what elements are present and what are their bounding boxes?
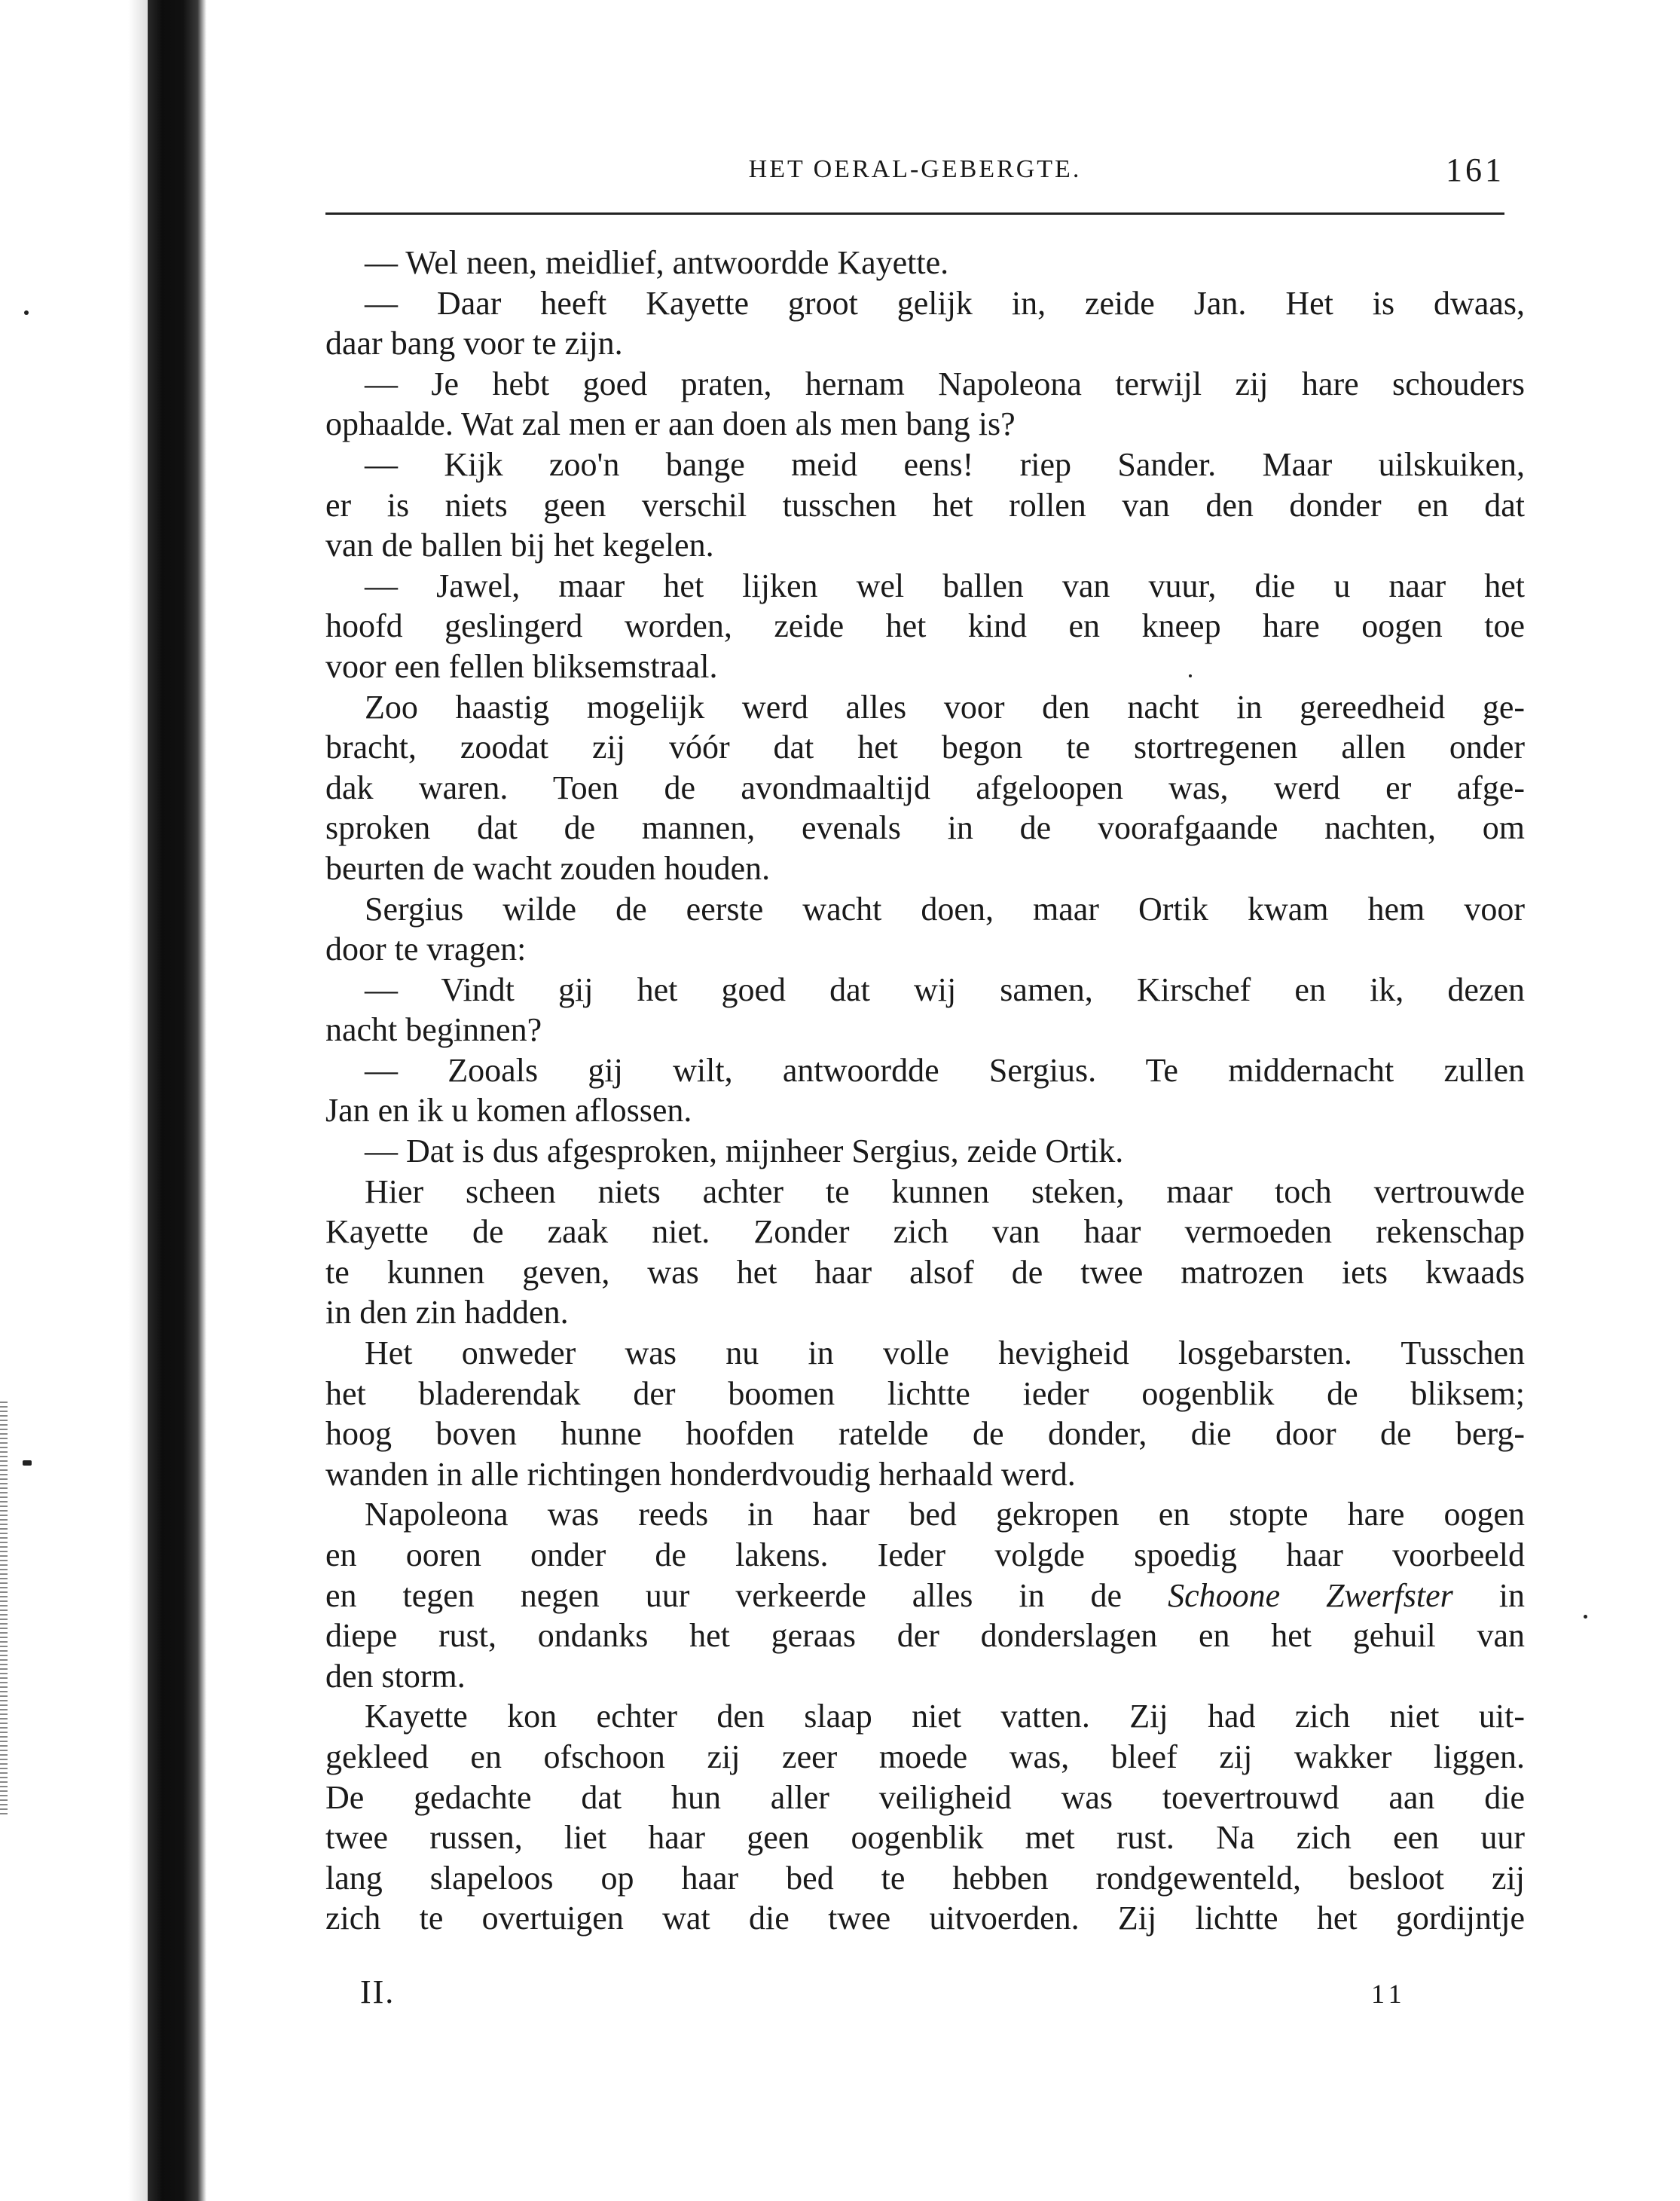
text-line: lang slapeloos op haar bed te hebben rondgewenteld, besloot zij bbox=[325, 1859, 1525, 1897]
text-line: Sergius wilde de eerste wacht doen, maar Ortik kwam hem voor bbox=[365, 890, 1525, 928]
text-line: Jan en ik u komen aflossen. bbox=[325, 1092, 692, 1130]
text-line: sproken dat de mannen, evenals in de voorafgaande nachten, om bbox=[325, 809, 1525, 847]
text-line: ophaalde. Wat zal men er aan doen als men bang is? bbox=[325, 405, 1016, 443]
text-line: — Wel neen, meidlief, antwoordde Kayette. bbox=[365, 244, 949, 281]
text-line: van de ballen bij het kegelen. bbox=[325, 527, 714, 564]
text-line: — Vindt gij het goed dat wij samen, Kirschef en ik, dezen bbox=[365, 971, 1525, 1008]
text-segment: in bbox=[1452, 1576, 1525, 1614]
text-line: beurten de wacht zouden houden. bbox=[325, 849, 771, 887]
text-line: in den zin hadden. bbox=[325, 1294, 569, 1331]
text-line: het bladerendak der boomen lichtte ieder oogenblik de bliksem; bbox=[325, 1374, 1525, 1412]
text-line: zich te overtuigen wat die twee uitvoerden. Zij lichtte het gordijntje bbox=[325, 1900, 1525, 1937]
text-line: — Je hebt goed praten, hernam Napoleona terwijl zij hare schouders bbox=[365, 365, 1525, 402]
text-line: Kayette kon echter den slaap niet vatten. Zij had zich niet uit- bbox=[365, 1698, 1525, 1735]
text-line: te kunnen geven, was het haar alsof de twee matrozen iets kwaads bbox=[325, 1253, 1525, 1291]
text-line: — Daar heeft Kayette groot gelijk in, zeide Jan. Het is dwaas, bbox=[365, 284, 1525, 322]
binding-edge bbox=[148, 0, 206, 2201]
text-line: Hier scheen niets achter te kunnen steken, maar toch vertrouwde bbox=[365, 1172, 1525, 1210]
text-line: en ooren onder de lakens. Ieder volgde spoedig haar voorbeeld bbox=[325, 1536, 1525, 1573]
running-head bbox=[325, 151, 1504, 196]
text-line: hoofd geslingerd worden, zeide het kind en kneep hare oogen toe bbox=[325, 607, 1525, 645]
text-line: door te vragen: bbox=[325, 931, 527, 968]
text-line: dak waren. Toen de avondmaaltijd afgeloopen was, werd er afge- bbox=[325, 769, 1525, 806]
scan-speck bbox=[23, 1460, 32, 1466]
text-line: Kayette de zaak niet. Zonder zich van haar vermoeden rekenschap bbox=[325, 1213, 1525, 1251]
text-line: — Dat is dus afgesproken, mijnheer Sergius, zeide Ortik. bbox=[365, 1133, 1124, 1170]
italic-title: Schoone Zwerfster bbox=[1168, 1576, 1453, 1614]
text-line: twee russen, liet haar geen oogenblik met rust. Na zich een uur bbox=[325, 1819, 1525, 1857]
text-line: nacht beginnen? bbox=[325, 1011, 542, 1049]
running-title: HET OERAL-GEBERGTE. bbox=[748, 155, 1082, 183]
text-line: wanden in alle richtingen honderdvoudig herhaald werd. bbox=[325, 1455, 1076, 1493]
text-line: De gedachte dat hun aller veiligheid was toevertrouwd aan die bbox=[325, 1778, 1525, 1816]
text-segment: en tegen negen uur verkeerde alles in de bbox=[325, 1576, 1168, 1614]
text-line: diepe rust, ondanks het geraas der donderslagen en het gehuil van bbox=[325, 1617, 1525, 1655]
text-line: voor een fellen bliksemstraal. bbox=[325, 647, 718, 685]
text-line: gekleed en ofschoon zij zeer moede was, bleef zij wakker liggen. bbox=[325, 1738, 1525, 1775]
text-line: — Zooals gij wilt, antwoordde Sergius. Te middernacht zullen bbox=[365, 1051, 1525, 1089]
text-line: — Jawel, maar het lijken wel ballen van vuur, die u naar het bbox=[365, 567, 1525, 604]
signature-number: 11 bbox=[1371, 1979, 1407, 2009]
text-line: hoog boven hunne hoofden ratelde de donder, die door de berg- bbox=[325, 1415, 1525, 1453]
text-line: — Kijk zoo'n bange meid eens! riep Sander. Maar uilskuiken, bbox=[365, 445, 1525, 483]
scan-speck bbox=[1584, 1615, 1587, 1619]
text-line: Napoleona was reeds in haar bed gekropen en stopte hare oogen bbox=[365, 1496, 1525, 1533]
header-rule bbox=[325, 212, 1504, 215]
body-text bbox=[325, 243, 1525, 1939]
page-number: 161 bbox=[1446, 151, 1504, 188]
text-line: daar bang voor te zijn. bbox=[325, 325, 623, 362]
signature-mark: II. bbox=[360, 1973, 396, 2010]
text-line bbox=[325, 1576, 1525, 1616]
text-line: den storm. bbox=[325, 1657, 466, 1695]
binding-marks bbox=[0, 1402, 8, 1816]
text-line: bracht, zoodat zij vóór dat het begon te stortregenen allen onder bbox=[325, 729, 1525, 766]
text-line: er is niets geen verschil tusschen het rollen van den donder en dat bbox=[325, 486, 1525, 524]
text-line: Het onweder was nu in volle hevigheid losgebarsten. Tusschen bbox=[365, 1334, 1525, 1372]
text-line: Zoo haastig mogelijk werd alles voor den nacht in gereedheid ge- bbox=[365, 688, 1525, 726]
scan-speck bbox=[24, 310, 29, 315]
